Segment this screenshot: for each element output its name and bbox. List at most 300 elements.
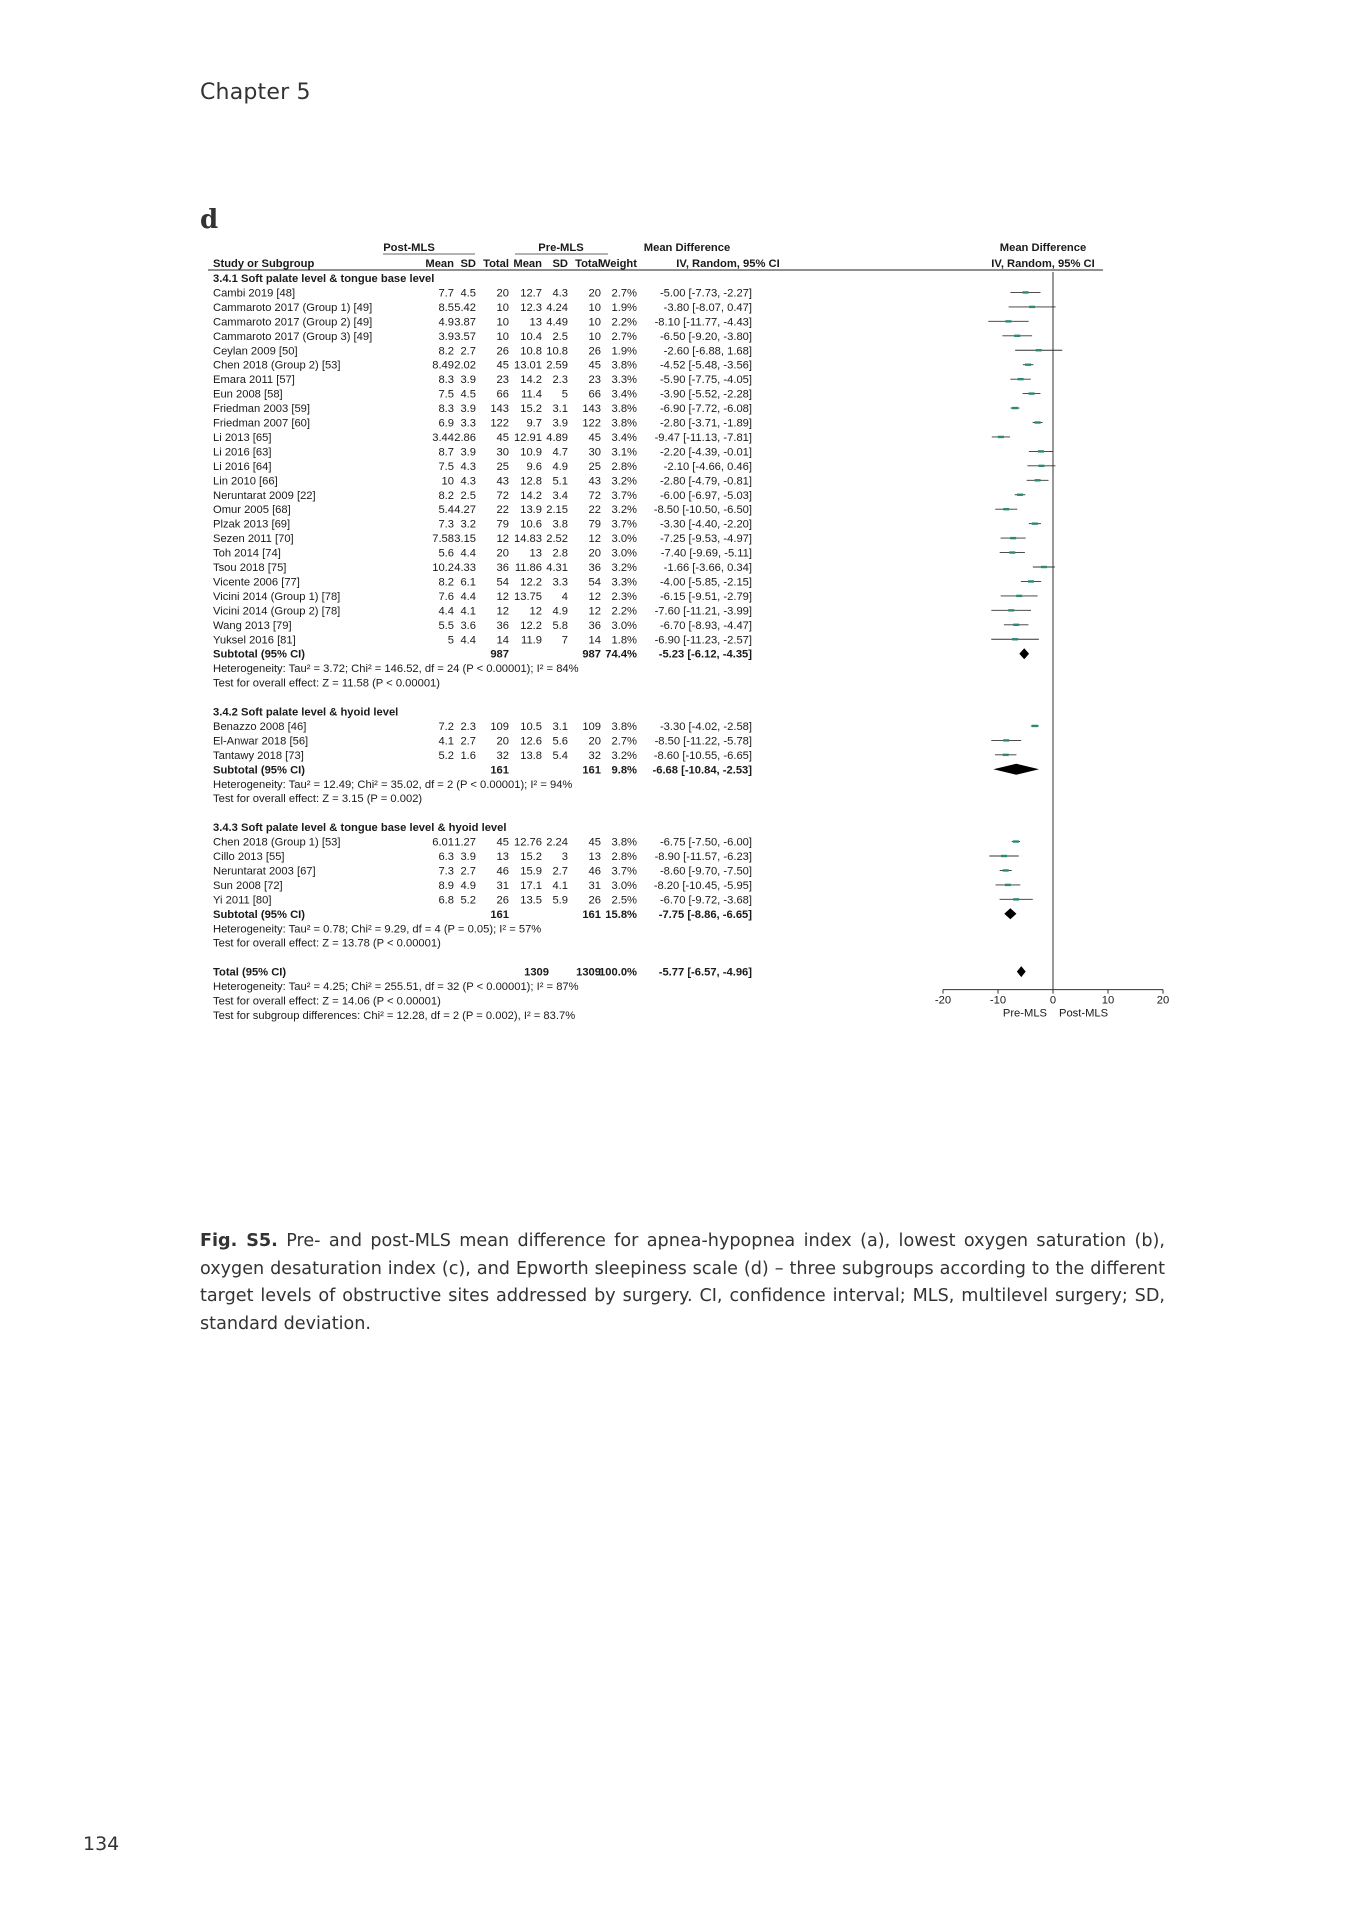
subtotal-post-total: 161 [490, 764, 509, 777]
pre-sd: 3.8 [552, 518, 568, 531]
post-total: 13 [496, 851, 509, 863]
post-sd: 3.3 [460, 417, 476, 430]
post-sd: 2.7 [460, 345, 476, 358]
study-weight: 1.9% [611, 345, 637, 358]
pooled-diamond [1004, 908, 1016, 919]
forest-plot [203, 240, 1170, 1200]
pre-mean: 9.6 [526, 460, 542, 473]
subtotal-weight: 74.4% [605, 648, 637, 661]
header-post-mean: Mean [425, 258, 454, 270]
study-ci: -7.25 [-9.53, -4.97] [659, 533, 752, 546]
point-estimate [1035, 479, 1041, 481]
study-ci: -3.30 [-4.02, -2.58] [659, 720, 752, 733]
post-sd: 4.33 [454, 562, 476, 574]
pre-total: 36 [588, 619, 601, 632]
pre-mean: 13.01 [514, 359, 542, 372]
study-ci: -9.47 [-11.13, -7.81] [654, 431, 752, 444]
subgroup-overall-effect: Test for overall effect: Z = 3.15 (P = 0.002) [213, 793, 423, 806]
point-estimate [1014, 335, 1020, 337]
header-pre-mean: Mean [513, 258, 542, 270]
pre-total: 10 [588, 330, 601, 343]
subtotal-pre-total: 161 [582, 908, 601, 921]
pooled-diamond [1017, 966, 1026, 977]
point-estimate [1013, 898, 1019, 900]
axis-label-pre-mls: Pre-MLS [1002, 1007, 1047, 1020]
post-sd: 2.5 [460, 489, 476, 502]
subgroup-title: 3.4.1 Soft palate level & tongue base level [213, 273, 435, 285]
pre-total: 23 [588, 374, 601, 387]
pre-sd: 10.8 [546, 345, 568, 358]
post-total: 45 [496, 431, 509, 444]
study-weight: 3.8% [611, 836, 637, 849]
study-ci: -4.52 [-5.48, -3.56] [659, 359, 752, 372]
study-ci: -1.66 [-3.66, 0.34] [663, 562, 752, 574]
post-sd: 4.1 [460, 605, 476, 618]
pre-mean: 13 [529, 316, 542, 329]
post-mean: 7.5 [438, 388, 454, 401]
pre-mean: 12.2 [520, 576, 542, 589]
post-total: 12 [496, 605, 509, 618]
point-estimate [1032, 725, 1038, 727]
study-weight: 2.2% [611, 316, 637, 329]
post-sd: 4.5 [460, 287, 476, 300]
footer-stat-2: Test for overall effect: Z = 14.06 (P < 0.00001) [213, 995, 441, 1008]
study-name: Yuksel 2016 [81] [213, 634, 296, 647]
study-ci: -8.20 [-10.45, -5.95] [653, 879, 752, 892]
post-total: 20 [496, 735, 509, 748]
pre-sd: 4.9 [552, 605, 568, 618]
post-total: 109 [490, 720, 509, 733]
point-estimate [1012, 638, 1018, 640]
x-tick-label: -20 [934, 994, 952, 1007]
chapter-header: Chapter 5 [200, 80, 311, 105]
pre-sd: 4.24 [546, 301, 568, 314]
pre-total: 43 [588, 475, 601, 488]
post-sd: 4.5 [460, 388, 476, 401]
post-total: 30 [496, 446, 509, 459]
post-sd: 3.9 [460, 851, 476, 863]
header-plot-method: IV, Random, 95% CI [991, 258, 1095, 270]
point-estimate [1013, 840, 1019, 842]
pre-total: 14 [588, 634, 601, 647]
pre-total: 12 [588, 590, 601, 603]
post-total: 143 [490, 403, 509, 416]
pre-sd: 4.1 [552, 879, 568, 892]
post-mean: 8.3 [438, 374, 454, 387]
pre-total: 45 [588, 836, 601, 849]
study-name: Eun 2008 [58] [213, 388, 283, 401]
study-weight: 3.8% [611, 720, 637, 733]
pooled-diamond [1019, 648, 1029, 659]
pre-total: 25 [588, 460, 601, 473]
point-estimate [1008, 609, 1014, 611]
pre-mean: 14.2 [520, 489, 542, 502]
pre-total: 20 [588, 735, 601, 748]
pre-total: 45 [588, 431, 601, 444]
post-mean: 7.7 [438, 287, 454, 300]
post-total: 26 [496, 345, 509, 358]
pre-sd: 4.3 [552, 287, 568, 300]
study-weight: 1.8% [611, 634, 637, 647]
study-ci: -8.90 [-11.57, -6.23] [654, 851, 752, 863]
pre-sd: 2.7 [552, 865, 568, 878]
pre-mean: 10.8 [520, 345, 542, 358]
pre-sd: 7 [561, 634, 568, 647]
post-total: 45 [496, 359, 509, 372]
point-estimate [1035, 421, 1041, 423]
study-name: Li 2016 [63] [213, 446, 272, 459]
study-weight: 3.1% [611, 446, 637, 459]
study-weight: 2.8% [611, 460, 637, 473]
study-name: Vicini 2014 (Group 2) [78] [213, 605, 341, 618]
post-mean: 6.8 [438, 894, 454, 907]
pre-mean: 12.7 [520, 287, 542, 300]
study-ci: -8.60 [-9.70, -7.50] [659, 865, 752, 878]
point-estimate [1016, 595, 1022, 597]
pre-sd: 2.59 [546, 359, 568, 372]
pre-mean: 13.9 [520, 504, 542, 517]
post-sd: 4.4 [460, 634, 476, 647]
study-weight: 2.7% [611, 330, 637, 343]
post-total: 14 [496, 634, 509, 647]
point-estimate [1017, 494, 1023, 496]
study-ci: -6.70 [-8.93, -4.47] [659, 619, 752, 632]
post-mean: 8.2 [438, 489, 454, 502]
footer-stat-1: Heterogeneity: Tau² = 4.25; Chi² = 255.51, df = 32 (P < 0.00001); I² = 87% [213, 981, 579, 994]
subgroup-title: 3.4.2 Soft palate level & hyoid level [213, 706, 399, 719]
point-estimate [998, 436, 1004, 438]
header-mean-difference: Mean Difference [643, 242, 731, 254]
post-mean: 7.2 [438, 720, 454, 733]
pre-total: 109 [582, 720, 601, 733]
point-estimate [1003, 508, 1009, 510]
point-estimate [1029, 392, 1035, 394]
point-estimate [1029, 306, 1035, 308]
study-name: Neruntarat 2009 [22] [213, 489, 316, 502]
study-ci: -2.20 [-4.39, -0.01] [659, 446, 752, 459]
point-estimate [1005, 320, 1011, 322]
post-mean: 7.58 [432, 533, 454, 546]
pre-sd: 4.49 [546, 316, 568, 329]
post-sd: 3.9 [460, 374, 476, 387]
pre-sd: 5.1 [552, 475, 568, 488]
study-weight: 1.9% [611, 301, 637, 314]
header-pre-sd: SD [552, 258, 568, 270]
header-post-total: Total [483, 258, 509, 270]
post-mean: 8.2 [438, 576, 454, 589]
study-ci: -8.60 [-10.55, -6.65] [653, 749, 752, 762]
study-weight: 3.0% [611, 547, 637, 560]
study-name: Tsou 2018 [75] [213, 562, 287, 574]
study-name: Cammaroto 2017 (Group 2) [49] [213, 316, 373, 329]
pre-sd: 5 [561, 388, 568, 401]
pre-total: 26 [588, 345, 601, 358]
study-weight: 3.3% [611, 374, 637, 387]
pre-sd: 2.24 [546, 836, 568, 849]
post-sd: 4.3 [460, 460, 476, 473]
study-ci: -8.50 [-10.50, -6.50] [653, 504, 752, 517]
point-estimate [1038, 450, 1044, 452]
point-estimate [1036, 349, 1042, 351]
point-estimate [1012, 407, 1018, 409]
subtotal-pre-total: 987 [582, 648, 601, 661]
post-total: 32 [496, 749, 509, 762]
post-mean: 3.9 [438, 330, 454, 343]
post-sd: 2.3 [460, 720, 476, 733]
study-name: Friedman 2007 [60] [213, 417, 311, 430]
pre-total: 45 [588, 359, 601, 372]
point-estimate [1009, 551, 1015, 553]
caption-text: Pre- and post-MLS mean difference for apnea-hypopnea index (a), lowest oxygen saturation (b), oxygen desaturation index (c), and Epworth sleepiness scale (d) – three subgroups according to the different target levels of obstructive sites addressed by surgery. CI, confidence interval; MLS, multilevel surgery; SD, standard deviation. [200, 1231, 1165, 1334]
post-sd: 3.57 [454, 330, 476, 343]
panel-label: d [200, 205, 219, 235]
point-estimate [1013, 624, 1019, 626]
post-sd: 2.7 [460, 735, 476, 748]
x-tick-label: 0 [1049, 994, 1057, 1007]
study-name: Friedman 2003 [59] [213, 403, 311, 416]
pre-sd: 2.8 [552, 547, 568, 560]
study-ci: -2.60 [-6.88, 1.68] [663, 345, 752, 358]
pre-sd: 3.9 [552, 417, 568, 430]
study-name: Sun 2008 [72] [213, 879, 283, 892]
study-weight: 2.3% [611, 590, 637, 603]
pre-total: 10 [588, 301, 601, 314]
pre-mean: 10.9 [520, 446, 542, 459]
subtotal-label: Subtotal (95% CI) [213, 908, 305, 921]
post-total: 12 [496, 533, 509, 546]
pre-mean: 10.4 [520, 330, 542, 343]
pre-total: 122 [582, 417, 601, 430]
post-total: 54 [496, 576, 509, 589]
study-weight: 2.7% [611, 735, 637, 748]
study-weight: 2.8% [611, 851, 637, 863]
pre-mean: 12.91 [514, 431, 542, 444]
total-ci: -5.77 [-6.57, -4.96] [658, 966, 752, 979]
post-total: 43 [496, 475, 509, 488]
pre-mean: 13.75 [514, 590, 542, 603]
pre-total: 46 [588, 865, 601, 878]
pre-sd: 4.7 [552, 446, 568, 459]
pre-sd: 3.1 [552, 403, 568, 416]
header-plot-mean-difference: Mean Difference [999, 242, 1087, 254]
subgroup-title: 3.4.3 Soft palate level & tongue base level & hyoid level [213, 822, 507, 835]
post-total: 23 [496, 374, 509, 387]
post-sd: 6.1 [460, 576, 476, 589]
pre-mean: 13.8 [520, 749, 542, 762]
study-weight: 3.8% [611, 403, 637, 416]
pre-mean: 11.4 [521, 388, 542, 401]
pre-sd: 2.3 [552, 374, 568, 387]
axis-label-post-mls: Post-MLS [1059, 1007, 1109, 1020]
post-sd: 5.42 [454, 301, 476, 314]
page-number: 134 [83, 1833, 120, 1855]
pre-mean: 15.2 [520, 403, 542, 416]
pre-total: 20 [588, 547, 601, 560]
post-sd: 2.02 [454, 359, 476, 372]
post-mean: 5.4 [438, 504, 454, 517]
post-mean: 5.5 [438, 619, 454, 632]
study-name: Plzak 2013 [69] [213, 518, 291, 531]
post-total: 79 [496, 518, 509, 531]
post-mean: 8.49 [432, 359, 454, 372]
pre-sd: 4.89 [546, 431, 568, 444]
post-mean: 10.2 [432, 562, 454, 574]
study-name: Lin 2010 [66] [213, 475, 278, 488]
study-weight: 2.7% [611, 287, 637, 300]
subtotal-ci: -7.75 [-8.86, -6.65] [658, 908, 752, 921]
header-method: IV, Random, 95% CI [676, 258, 780, 270]
study-weight: 3.7% [611, 489, 637, 502]
study-name: Yi 2011 [80] [213, 894, 272, 907]
point-estimate [1005, 884, 1011, 886]
pre-mean: 14.2 [520, 374, 542, 387]
study-name: Vicini 2014 (Group 1) [78] [213, 590, 341, 603]
study-weight: 3.7% [611, 518, 637, 531]
footer-stat-3: Test for subgroup differences: Chi² = 12.28, df = 2 (P = 0.002), I² = 83.7% [213, 1009, 576, 1022]
study-name: Omur 2005 [68] [213, 504, 291, 517]
point-estimate [1041, 566, 1047, 568]
post-mean: 8.3 [438, 403, 454, 416]
study-ci: -8.50 [-11.22, -5.78] [654, 735, 752, 748]
pre-sd: 4.9 [552, 460, 568, 473]
study-name: Wang 2013 [79] [213, 619, 292, 632]
header-study: Study or Subgroup [213, 258, 315, 270]
study-name: Tantawy 2018 [73] [213, 749, 304, 762]
post-mean: 10 [441, 475, 454, 488]
subtotal-weight: 15.8% [605, 908, 637, 921]
point-estimate [1010, 537, 1016, 539]
total-weight: 100.0% [599, 966, 637, 979]
study-weight: 2.5% [611, 894, 637, 907]
pre-total: 31 [588, 879, 601, 892]
subtotal-weight: 9.8% [611, 764, 637, 777]
post-total: 36 [496, 619, 509, 632]
post-sd: 3.9 [460, 446, 476, 459]
post-sd: 2.7 [460, 865, 476, 878]
point-estimate [1023, 291, 1029, 293]
x-tick-label: 10 [1101, 994, 1115, 1007]
study-weight: 2.2% [611, 605, 637, 618]
post-mean: 7.5 [438, 460, 454, 473]
study-ci: -6.00 [-6.97, -5.03] [659, 489, 752, 502]
study-ci: -3.30 [-4.40, -2.20] [659, 518, 752, 531]
pre-sd: 2.15 [546, 504, 568, 517]
post-mean: 4.4 [438, 605, 454, 618]
pre-mean: 17.1 [520, 879, 542, 892]
subtotal-post-total: 987 [490, 648, 509, 661]
study-ci: -8.10 [-11.77, -4.43] [654, 316, 752, 329]
study-ci: -2.80 [-4.79, -0.81] [659, 475, 752, 488]
post-sd: 4.4 [460, 590, 476, 603]
pre-sd: 5.4 [552, 749, 568, 762]
pre-total: 26 [588, 894, 601, 907]
subtotal-label: Subtotal (95% CI) [213, 648, 305, 661]
pre-sd: 3.1 [552, 720, 568, 733]
subgroup-overall-effect: Test for overall effect: Z = 13.78 (P < 0.00001) [213, 937, 441, 950]
study-weight: 3.0% [611, 619, 637, 632]
study-ci: -5.90 [-7.75, -4.05] [659, 374, 752, 387]
study-ci: -6.70 [-9.72, -3.68] [659, 894, 752, 907]
study-name: Emara 2011 [57] [213, 374, 295, 387]
pre-total: 72 [588, 489, 601, 502]
post-mean: 5.2 [438, 749, 454, 762]
pre-mean: 12.8 [520, 475, 542, 488]
header-post-mls: Post-MLS [383, 242, 435, 254]
study-ci: -6.50 [-9.20, -3.80] [659, 330, 752, 343]
pre-sd: 3.4 [552, 489, 568, 502]
header-pre-mls: Pre-MLS [538, 242, 584, 254]
study-ci: -5.00 [-7.73, -2.27] [659, 287, 752, 300]
study-name: Chen 2018 (Group 2) [53] [213, 359, 341, 372]
pre-mean: 15.2 [520, 851, 542, 863]
study-name: Benazzo 2008 [46] [213, 720, 307, 733]
subtotal-post-total: 161 [490, 908, 509, 921]
pre-total: 13 [588, 851, 601, 863]
post-mean: 6.3 [438, 851, 454, 863]
post-total: 10 [496, 330, 509, 343]
pre-sd: 5.9 [552, 894, 568, 907]
study-ci: -6.90 [-11.23, -2.57] [654, 634, 752, 647]
post-total: 122 [490, 417, 509, 430]
total-post-total: 1309 [524, 966, 549, 979]
pre-mean: 12.76 [514, 836, 542, 849]
study-ci: -6.90 [-7.72, -6.08] [659, 403, 752, 416]
caption-label: Fig. S5. [200, 1231, 278, 1251]
x-tick-label: 20 [1156, 994, 1170, 1007]
post-total: 12 [496, 590, 509, 603]
post-total: 20 [496, 287, 509, 300]
post-total: 72 [496, 489, 509, 502]
study-ci: -6.15 [-9.51, -2.79] [659, 590, 752, 603]
pre-sd: 2.52 [546, 533, 568, 546]
post-sd: 4.4 [460, 547, 476, 560]
header-post-sd: SD [460, 258, 476, 270]
post-sd: 1.6 [460, 749, 476, 762]
study-ci: -4.00 [-5.85, -2.15] [659, 576, 752, 589]
post-mean: 8.7 [438, 446, 454, 459]
post-mean: 7.3 [438, 865, 454, 878]
pre-total: 36 [588, 562, 601, 574]
post-mean: 5 [447, 634, 454, 647]
pre-mean: 14.83 [514, 533, 542, 546]
study-weight: 3.0% [611, 533, 637, 546]
study-ci: -2.10 [-4.66, 0.46] [663, 460, 752, 473]
post-sd: 3.6 [460, 619, 476, 632]
post-total: 26 [496, 894, 509, 907]
post-total: 10 [496, 316, 509, 329]
post-total: 25 [496, 460, 509, 473]
point-estimate [1001, 855, 1007, 857]
pre-total: 66 [588, 388, 601, 401]
post-mean: 3.44 [432, 431, 454, 444]
study-weight: 3.7% [611, 865, 637, 878]
post-sd: 5.2 [460, 894, 476, 907]
post-mean: 4.9 [438, 316, 454, 329]
pre-mean: 11.9 [521, 634, 542, 647]
post-sd: 4.27 [454, 504, 476, 517]
header-pre-total: Total [575, 258, 601, 270]
study-weight: 3.2% [611, 504, 637, 517]
study-ci: -7.40 [-9.69, -5.11] [660, 547, 752, 560]
subgroup-heterogeneity: Heterogeneity: Tau² = 12.49; Chi² = 35.02, df = 2 (P < 0.00001); I² = 94% [213, 778, 573, 791]
study-name: Chen 2018 (Group 1) [53] [213, 836, 341, 849]
pre-sd: 5.8 [552, 619, 568, 632]
point-estimate [1018, 378, 1024, 380]
study-name: Cammaroto 2017 (Group 3) [49] [213, 330, 373, 343]
post-mean: 4.1 [438, 735, 454, 748]
subgroup-overall-effect: Test for overall effect: Z = 11.58 (P < 0.00001) [213, 677, 440, 690]
pre-sd: 2.5 [552, 330, 568, 343]
